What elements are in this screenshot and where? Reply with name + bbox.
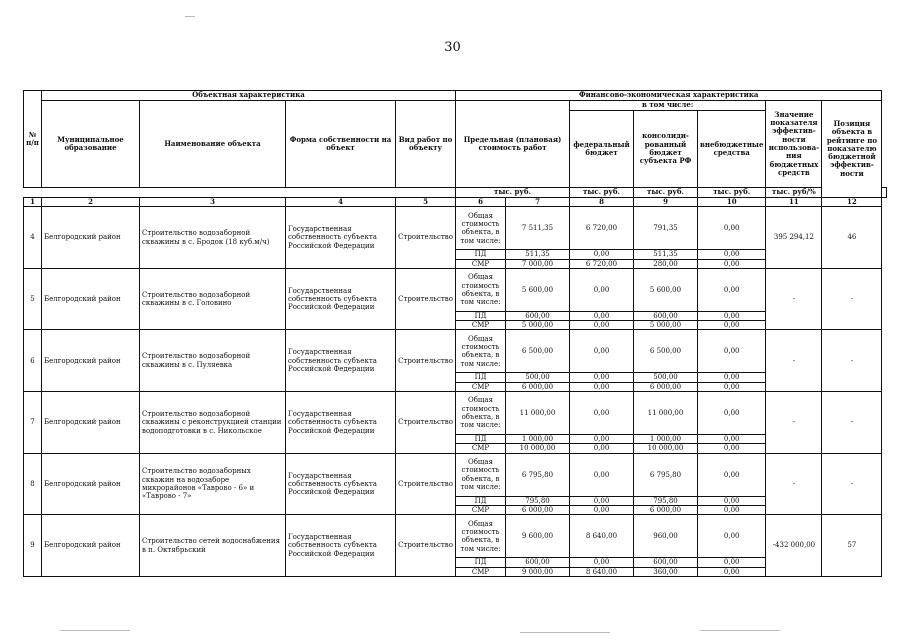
extrabudget-value: 0,00 (698, 207, 766, 250)
column-number: 6 (456, 198, 506, 207)
indicator-cell: - (766, 392, 822, 454)
work-type-cell: Строительство (396, 515, 456, 577)
sub-label-pd: ПД (456, 435, 506, 444)
consolidated-value: 500,00 (634, 373, 698, 382)
sub-label-pd: ПД (456, 558, 506, 567)
indicator-cell: -432 000,00 (766, 515, 822, 577)
consolidated-value: 5 000,00 (634, 321, 698, 330)
extrabudget-value: 0,00 (698, 321, 766, 330)
planned-cost-value: 6 000,00 (506, 382, 570, 391)
finance-table (23, 90, 887, 577)
planned-cost-value: 7 000,00 (506, 259, 570, 268)
scan-artifact (520, 632, 610, 633)
work-type-cell: Строительство (396, 330, 456, 392)
header-object-name: Наименование объекта (140, 101, 286, 188)
planned-cost-value: 500,00 (506, 373, 570, 382)
object-name-cell: Строительство водозаборной скважины в с. Головино (140, 268, 286, 330)
page-number: 30 (444, 40, 461, 55)
column-number: 4 (286, 198, 396, 207)
planned-cost-value: 9 600,00 (506, 515, 570, 558)
consolidated-value: 11 000,00 (634, 392, 698, 435)
column-number: 9 (634, 198, 698, 207)
units-spacer (24, 188, 456, 198)
sub-label-smr: СМР (456, 505, 506, 514)
extrabudget-value: 0,00 (698, 558, 766, 567)
consolidated-value: 960,00 (634, 515, 698, 558)
column-number: 3 (140, 198, 286, 207)
row-number: 8 (24, 453, 42, 515)
sub-label-pd: ПД (456, 373, 506, 382)
municipality-cell: Белгородский район (42, 207, 140, 269)
header-position: Позиция объекта в рейтинге по показателю бюджетной эффектив- ности (822, 101, 882, 198)
planned-cost-value: 511,35 (506, 250, 570, 259)
ownership-cell: Государственная собственность субъекта Российской Федерации (286, 268, 396, 330)
header-extrabudget: внебюджетные средства (698, 111, 766, 188)
sub-label-total: Общая стоимость объекта, в том числе: (456, 453, 506, 496)
consolidated-value: 6 000,00 (634, 505, 698, 514)
row-number: 9 (24, 515, 42, 577)
header-consolidated: консолиди- рованный бюджет субъекта РФ (634, 111, 698, 188)
consolidated-value: 10 000,00 (634, 444, 698, 453)
ownership-cell: Государственная собственность субъекта Российской Федерации (286, 392, 396, 454)
federal-value: 0,00 (570, 311, 634, 320)
ownership-cell: Государственная собственность субъекта Российской Федерации (286, 207, 396, 269)
sub-label-smr: СМР (456, 321, 506, 330)
unit-indicator: тыс. руб/% (766, 188, 822, 198)
planned-cost-value: 5 000,00 (506, 321, 570, 330)
federal-value: 8 640,00 (570, 567, 634, 576)
ownership-cell: Государственная собственность субъекта Российской Федерации (286, 515, 396, 577)
header-federal: федеральный бюджет (570, 111, 634, 188)
row-number: 7 (24, 392, 42, 454)
sub-label-smr: СМР (456, 567, 506, 576)
header-group-object: Объектная характеристика (42, 91, 456, 101)
unit-federal: тыс. руб. (570, 188, 634, 198)
work-type-cell: Строительство (396, 207, 456, 269)
position-cell: - (822, 392, 882, 454)
sub-label-pd: ПД (456, 311, 506, 320)
extrabudget-value: 0,00 (698, 505, 766, 514)
extrabudget-value: 0,00 (698, 311, 766, 320)
unit-consolidated: тыс. руб. (634, 188, 698, 198)
extrabudget-value: 0,00 (698, 373, 766, 382)
planned-cost-value: 10 000,00 (506, 444, 570, 453)
column-number: 8 (570, 198, 634, 207)
municipality-cell: Белгородский район (42, 453, 140, 515)
municipality-cell: Белгородский район (42, 330, 140, 392)
sub-label-total: Общая стоимость объекта, в том числе: (456, 207, 506, 250)
unit-planned-cost: тыс. руб. (456, 188, 570, 198)
sub-label-pd: ПД (456, 496, 506, 505)
sub-label-total: Общая стоимость объекта, в том числе: (456, 268, 506, 311)
ownership-cell: Государственная собственность субъекта Российской Федерации (286, 453, 396, 515)
unit-extrabudget: тыс. руб. (698, 188, 766, 198)
column-number: 11 (766, 198, 822, 207)
header-group-finance: Финансово-экономическая характеристика (456, 91, 882, 101)
federal-value: 0,00 (570, 250, 634, 259)
header-indicator: Значение показателя эффектив- ности использова- ния бюджетных средств (766, 101, 822, 188)
header-including: в том числе: (570, 101, 766, 111)
municipality-cell: Белгородский район (42, 515, 140, 577)
scan-artifact (60, 630, 130, 631)
work-type-cell: Строительство (396, 268, 456, 330)
extrabudget-value: 0,00 (698, 392, 766, 435)
header-planned-cost: Предельная (плановая) стоимость работ (456, 101, 570, 188)
position-cell: - (822, 330, 882, 392)
column-number: 10 (698, 198, 766, 207)
planned-cost-value: 7 511,35 (506, 207, 570, 250)
scan-artifact (700, 630, 780, 631)
indicator-cell: - (766, 268, 822, 330)
consolidated-value: 5 600,00 (634, 268, 698, 311)
sub-label-pd: ПД (456, 250, 506, 259)
indicator-cell: - (766, 330, 822, 392)
consolidated-value: 1 000,00 (634, 435, 698, 444)
extrabudget-value: 0,00 (698, 268, 766, 311)
scan-artifact (185, 16, 195, 17)
row-number: 6 (24, 330, 42, 392)
consolidated-value: 791,35 (634, 207, 698, 250)
ownership-cell: Государственная собственность субъекта Российской Федерации (286, 330, 396, 392)
planned-cost-value: 5 600,00 (506, 268, 570, 311)
consolidated-value: 6 500,00 (634, 330, 698, 373)
federal-value: 0,00 (570, 505, 634, 514)
planned-cost-value: 11 000,00 (506, 392, 570, 435)
row-number: 4 (24, 207, 42, 269)
header-work-type: Вид работ по объекту (396, 101, 456, 188)
municipality-cell: Белгородский район (42, 268, 140, 330)
federal-value: 0,00 (570, 330, 634, 373)
unit-spacer (882, 188, 887, 198)
planned-cost-value: 6 500,00 (506, 330, 570, 373)
object-name-cell: Строительство водозаборной скважины с реконструкцией станции водоподготовки в с. Никольское (140, 392, 286, 454)
object-name-cell: Строительство водозаборной скважины в с. Бродок (18 куб.м/ч) (140, 207, 286, 269)
federal-value: 0,00 (570, 435, 634, 444)
position-cell: - (822, 268, 882, 330)
federal-value: 6 720,00 (570, 207, 634, 250)
object-name-cell: Строительство сетей водоснабжения в п. Октябрьский (140, 515, 286, 577)
extrabudget-value: 0,00 (698, 330, 766, 373)
planned-cost-value: 795,80 (506, 496, 570, 505)
planned-cost-value: 6 795,80 (506, 453, 570, 496)
consolidated-value: 360,00 (634, 567, 698, 576)
sub-label-smr: СМР (456, 382, 506, 391)
sub-label-total: Общая стоимость объекта, в том числе: (456, 515, 506, 558)
header-num: № п/п (24, 91, 42, 188)
sub-label-total: Общая стоимость объекта, в том числе: (456, 330, 506, 373)
federal-value: 0,00 (570, 558, 634, 567)
consolidated-value: 511,35 (634, 250, 698, 259)
indicator-cell: - (766, 453, 822, 515)
object-name-cell: Строительство водозаборных скважин на водозаборе микрорайонов «Таврово - 6» и «Таврово - 7» (140, 453, 286, 515)
extrabudget-value: 0,00 (698, 382, 766, 391)
planned-cost-value: 600,00 (506, 311, 570, 320)
sub-label-smr: СМР (456, 259, 506, 268)
federal-value: 0,00 (570, 453, 634, 496)
consolidated-value: 280,00 (634, 259, 698, 268)
extrabudget-value: 0,00 (698, 259, 766, 268)
consolidated-value: 600,00 (634, 311, 698, 320)
sub-label-smr: СМР (456, 444, 506, 453)
consolidated-value: 6 795,80 (634, 453, 698, 496)
extrabudget-value: 0,00 (698, 496, 766, 505)
municipality-cell: Белгородский район (42, 392, 140, 454)
federal-value: 0,00 (570, 268, 634, 311)
federal-value: 8 640,00 (570, 515, 634, 558)
extrabudget-value: 0,00 (698, 435, 766, 444)
column-number: 7 (506, 198, 570, 207)
federal-value: 0,00 (570, 321, 634, 330)
planned-cost-value: 6 000,00 (506, 505, 570, 514)
federal-value: 6 720,00 (570, 259, 634, 268)
consolidated-value: 600,00 (634, 558, 698, 567)
position-cell: 57 (822, 515, 882, 577)
consolidated-value: 6 000,00 (634, 382, 698, 391)
extrabudget-value: 0,00 (698, 567, 766, 576)
federal-value: 0,00 (570, 382, 634, 391)
row-number: 5 (24, 268, 42, 330)
column-number: 1 (24, 198, 42, 207)
column-number: 2 (42, 198, 140, 207)
object-name-cell: Строительство водозаборной скважины в с. Пуляевка (140, 330, 286, 392)
work-type-cell: Строительство (396, 392, 456, 454)
extrabudget-value: 0,00 (698, 250, 766, 259)
position-cell: 46 (822, 207, 882, 269)
consolidated-value: 795,80 (634, 496, 698, 505)
position-cell: - (822, 453, 882, 515)
extrabudget-value: 0,00 (698, 453, 766, 496)
planned-cost-value: 9 000,00 (506, 567, 570, 576)
work-type-cell: Строительство (396, 453, 456, 515)
federal-value: 0,00 (570, 444, 634, 453)
header-ownership: Форма собственности на объект (286, 101, 396, 188)
column-number: 12 (822, 198, 882, 207)
extrabudget-value: 0,00 (698, 515, 766, 558)
header-municipality: Муниципальное образование (42, 101, 140, 188)
extrabudget-value: 0,00 (698, 444, 766, 453)
federal-value: 0,00 (570, 373, 634, 382)
federal-value: 0,00 (570, 496, 634, 505)
planned-cost-value: 1 000,00 (506, 435, 570, 444)
sub-label-total: Общая стоимость объекта, в том числе: (456, 392, 506, 435)
planned-cost-value: 600,00 (506, 558, 570, 567)
indicator-cell: 395 294,12 (766, 207, 822, 269)
column-number: 5 (396, 198, 456, 207)
federal-value: 0,00 (570, 392, 634, 435)
